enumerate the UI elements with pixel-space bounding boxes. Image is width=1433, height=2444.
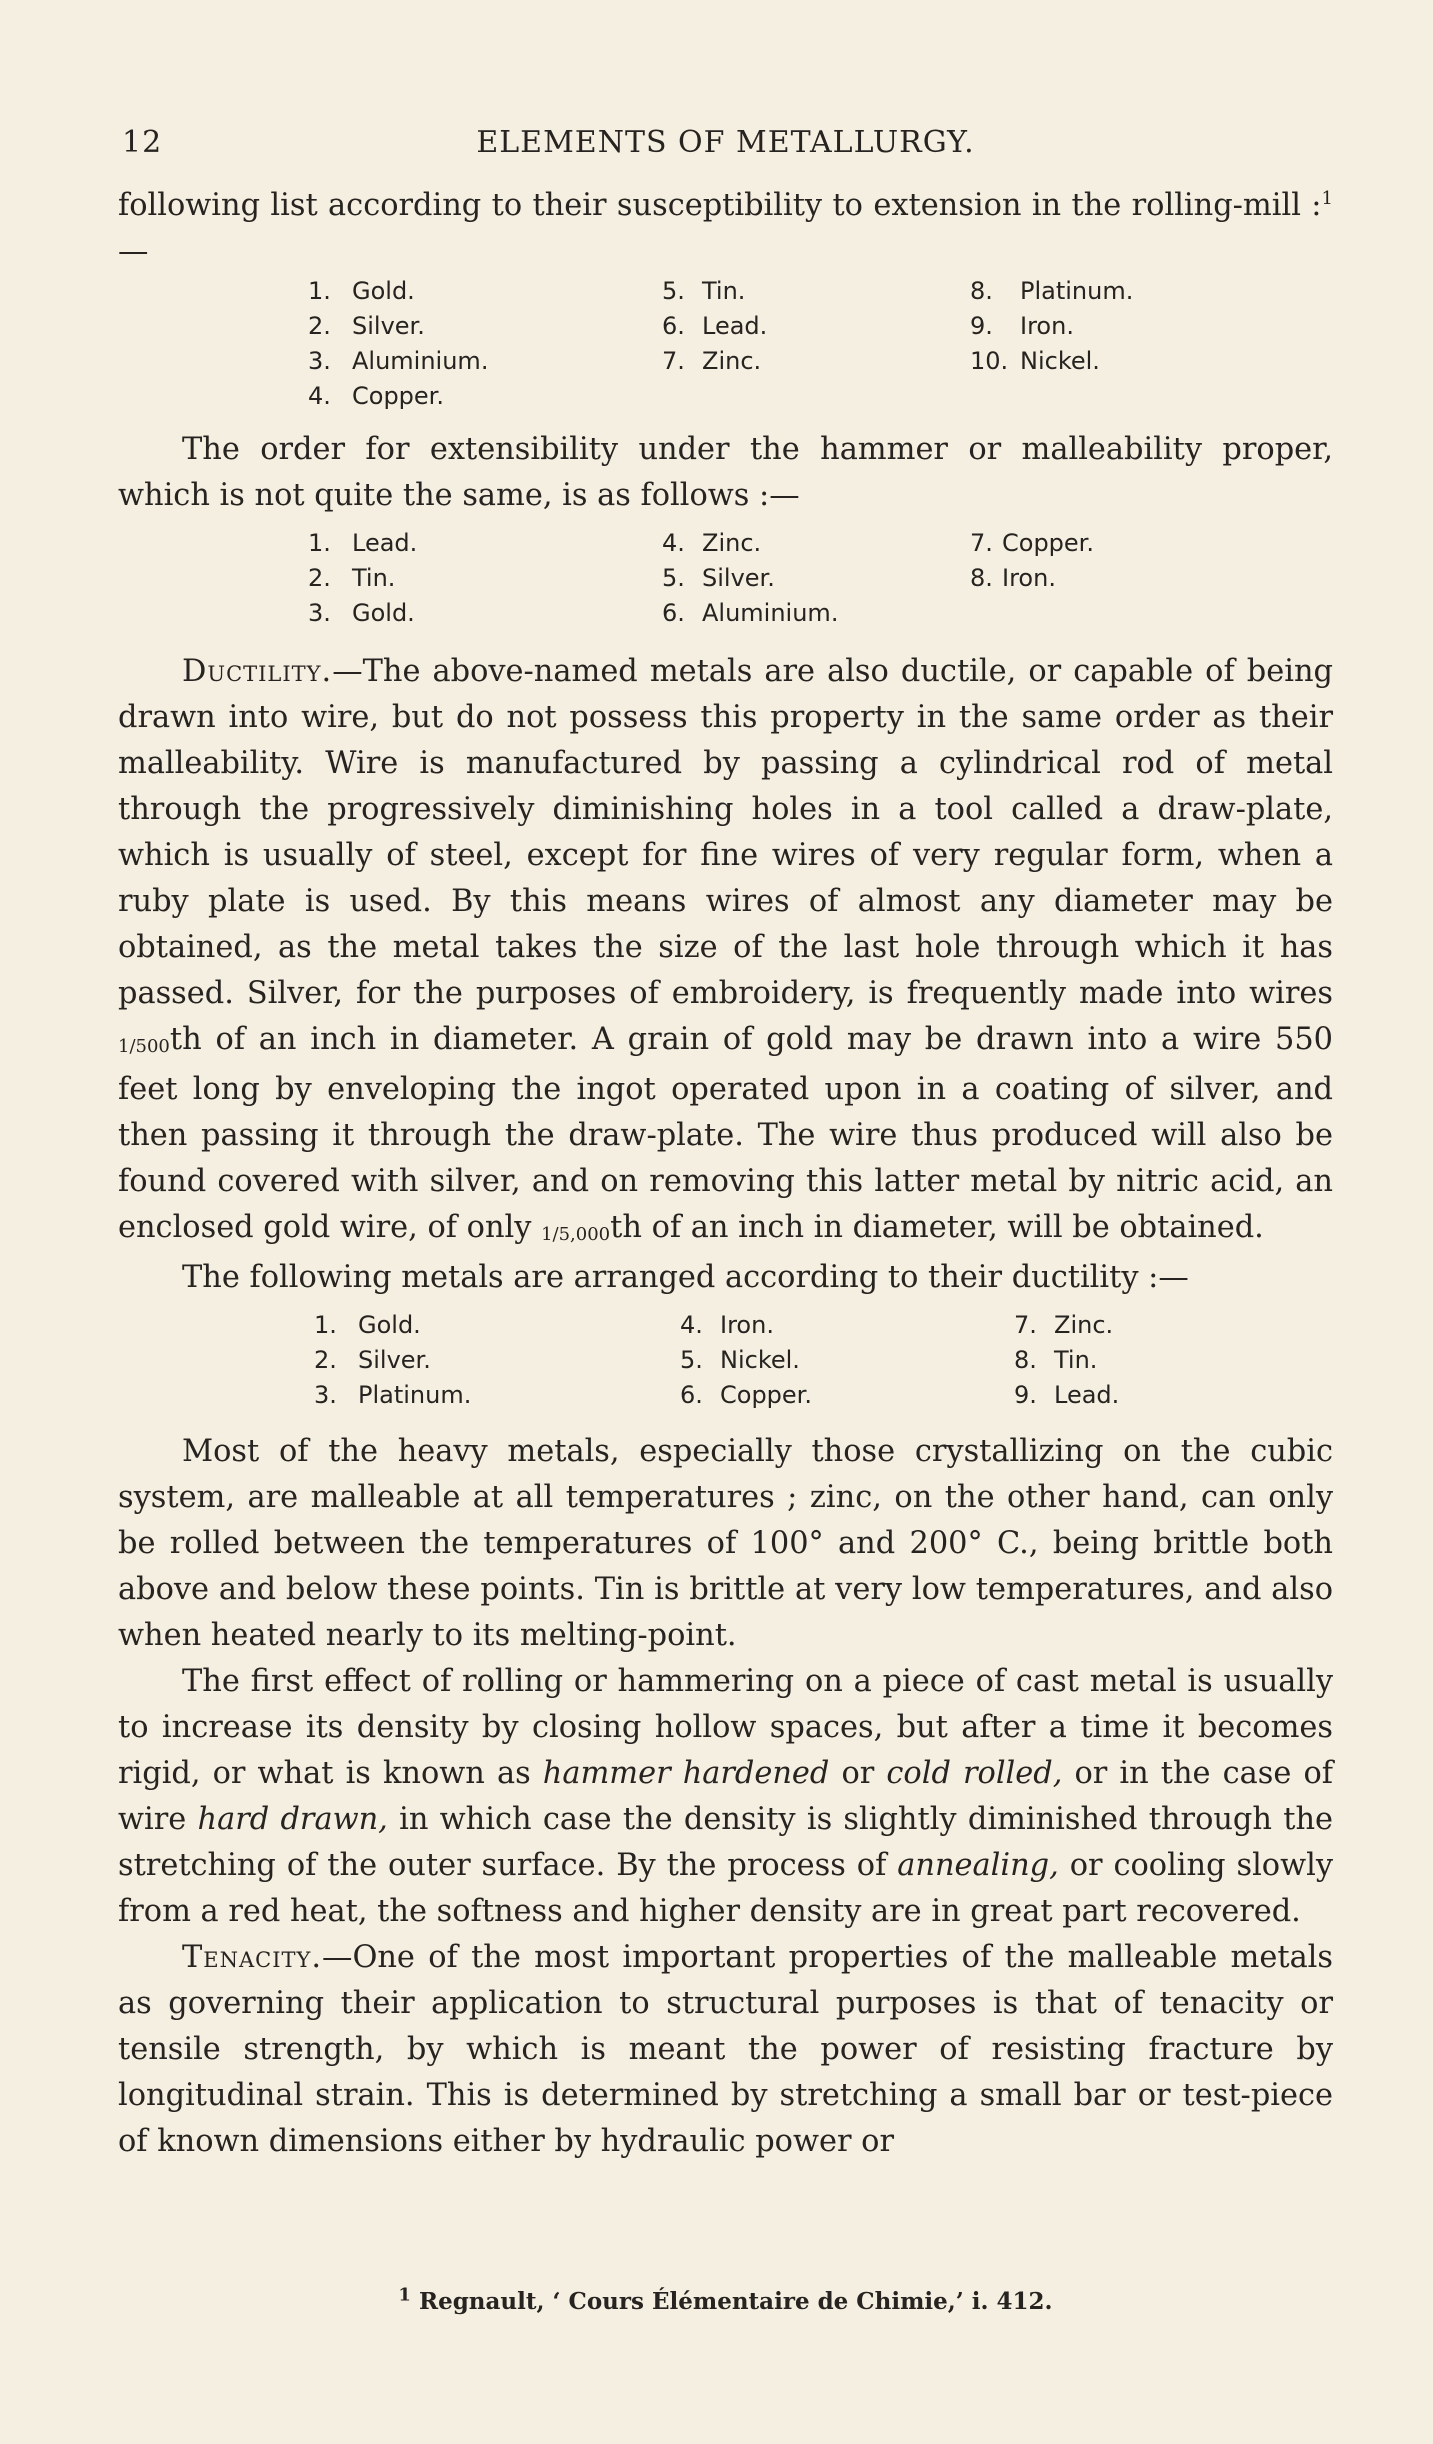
fraction-1-500: 1/500 [118, 1036, 170, 1057]
footnote-marker: 1 [398, 2284, 411, 2306]
footnote-text: Regnault, ‘ Cours Élémentaire de Chimie,’ i. 412. [418, 2288, 1053, 2315]
term-annealing: annealing, [897, 1848, 1059, 1883]
ductility-list-intro: The following metals are arranged according to their ductility :— [182, 1260, 1189, 1295]
malleability-paragraph: The order for extensibility under the hammer or malleability proper, which is not quite the same, is as follows :— [118, 432, 1333, 513]
intro-text: following list according to their susceptibility to extension in the rolling-mill : [118, 188, 1322, 223]
footnote-ref: 1 [1321, 187, 1333, 209]
running-title: ELEMENTS OF METALLURGY. [476, 125, 975, 160]
page-number: 12 [122, 125, 163, 160]
tenacity-heading: Tenacity. [182, 1940, 323, 1975]
page [118, 125, 1333, 2165]
intro-paragraph [118, 183, 1333, 275]
heavy-metals-paragraph: Most of the heavy metals, especially those crystallizing on the cubic system, are malleable at all temperatures ; zinc, on the other hand, can only be rolled between the temperatures of 100° and 200° C., being brittle both above and below these points. Tin is brittle at very low temperatures, and also when heated nearly to its melting-point. [118, 1434, 1333, 1653]
fraction-1-5000: 1/5,000 [541, 1224, 611, 1245]
intro-dash: — [118, 234, 149, 269]
ductility-paragraph: Ductility.—The above-named metals are also ductile, or capable of being drawn into wire, but do not possess this property in the same order as their malleability. Wire is manufactured by passing a cylindrical rod of metal through the progressively diminishing holes in a tool called a draw-plate, which is usually of steel, except for fine wires of very regular form, when a ruby plate is used. By this means wires of almost any diameter may be obtained, as the metal takes the size of the last hole through which it has passed. Silver, for the purposes of embroidery, is frequently made into wires 1/500th of an inch in diameter. A grain of gold may be drawn into a wire 550 feet long by enveloping the ingot operated upon in a coating of silver, and then passing it through the draw-plate. The wire thus produced will also be found covered with silver, and on removing this latter metal by nitric acid, an enclosed gold wire, of only 1/5,000th of an inch in diameter, will be obtained. [118, 654, 1333, 1245]
page-header [118, 125, 1333, 175]
list-malleability: 1. Lead. 2. Tin. 3. Gold. 4. Zinc. 5. Silver. 6. Aluminium. 7. Copper. 8. Iron. [308, 529, 1094, 627]
term-hammer-hardened: hammer hardened [542, 1756, 830, 1791]
list-rolling: 1. Gold. 2. Silver. 3. Aluminium. 4. Copper. 5. Tin. 6. Lead. 7. Zinc. 8. Platinum. 9. Iron. 10. Nickel. [308, 277, 1134, 410]
rolling-paragraph: The first effect of rolling or hammering on a piece of cast metal is usually to increase its density by closing hollow spaces, but after a time it becomes rigid, or what is known as hammer hardened or cold rolled, or in the case of wire hard drawn, in which case the density is slightly diminished through the stretching of the outer surface. By the process of annealing, or cooling slowly from a red heat, the softness and higher density are in great part recovered. [118, 1664, 1334, 1929]
tenacity-paragraph: Tenacity.—One of the most important properties of the malleable metals as governing their application to structural purposes is that of tenacity or tensile strength, by which is meant the power of resisting fracture by longitudinal strain. This is determined by stretching a small bar or test-piece of known dimensions either by hydraulic power or [118, 1940, 1333, 2159]
term-cold-rolled: cold rolled, [886, 1756, 1063, 1791]
list-ductility: 1. Gold. 2. Silver. 3. Platinum. 4. Iron. 5. Nickel. 6. Copper. 7. Zinc. 8. Tin. 9. Lead. [314, 1311, 1120, 1409]
footnote [118, 2284, 1333, 2315]
ductility-heading: Ductility. [182, 654, 333, 689]
term-hard-drawn: hard drawn, [197, 1802, 388, 1837]
